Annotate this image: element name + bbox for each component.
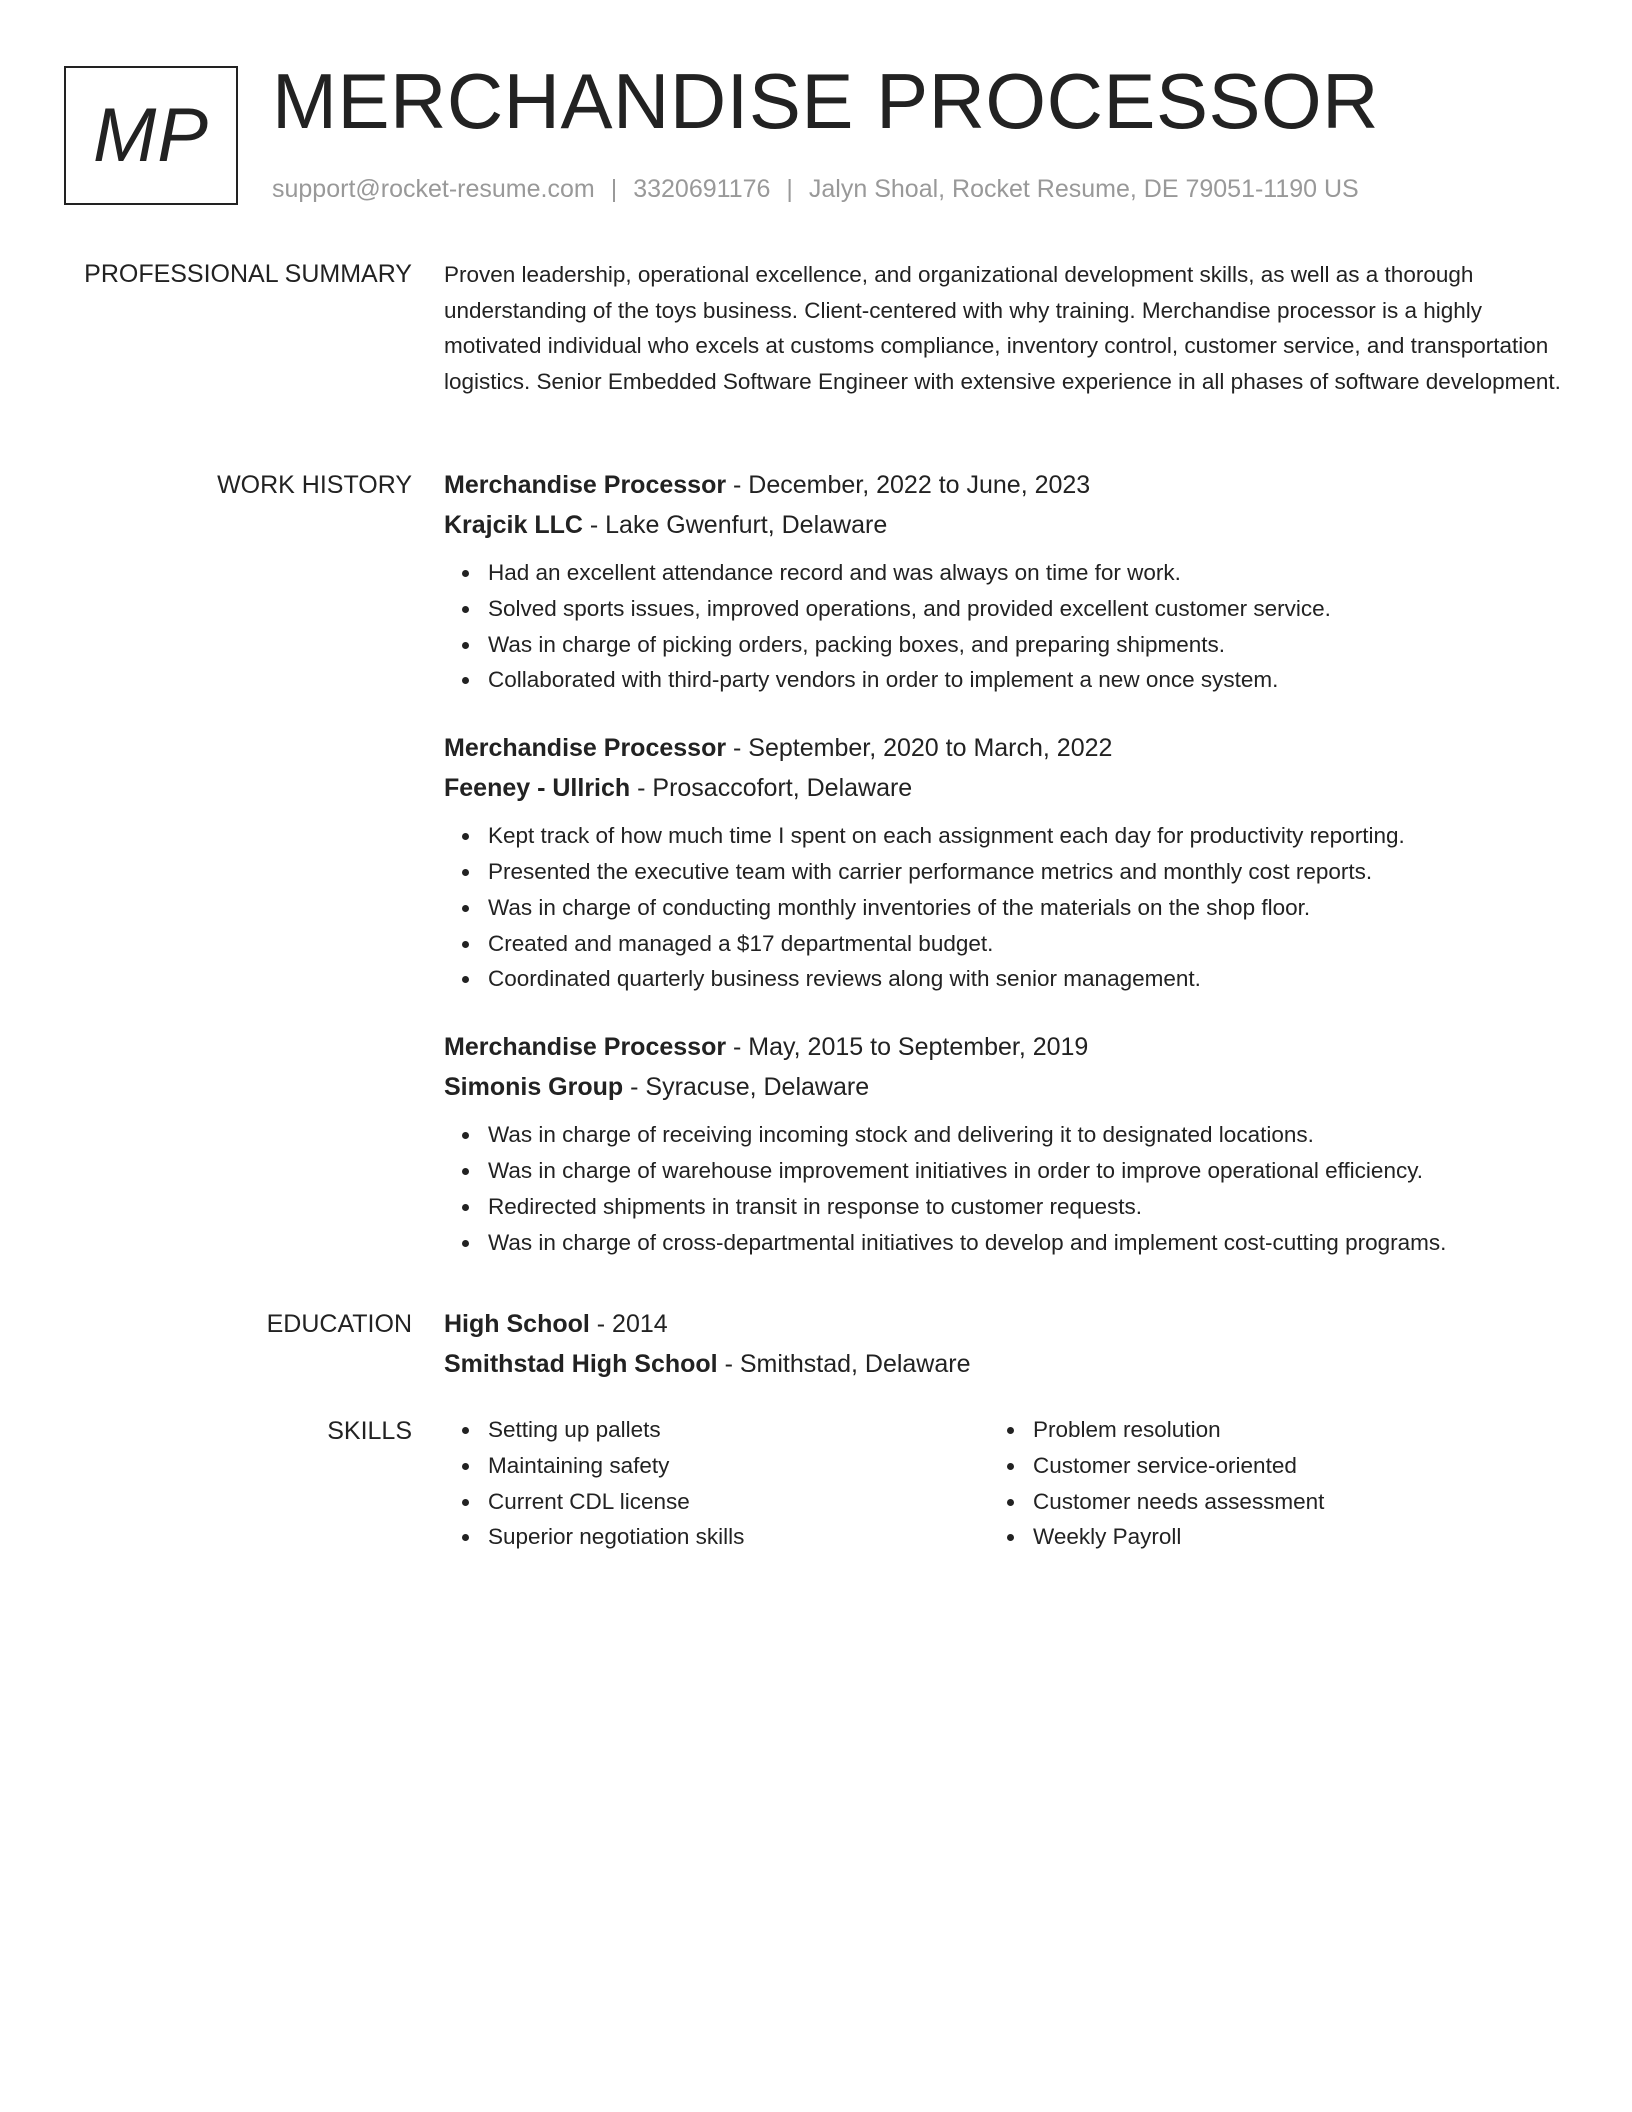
job-bullets [444,555,1564,698]
section-label-education: EDUCATION [266,1310,412,1338]
education-degree-line [444,1304,1564,1344]
job-title: Merchandise Processor [444,1033,727,1062]
job-bullet: Solved sports issues, improved operations, and provided excellent customer service. [488,591,1564,627]
skill-item: Maintaining safety [488,1448,744,1484]
job-company: Feeney - Ullrich [444,774,631,803]
monogram-logo: MP [64,66,238,205]
job-bullets [444,1117,1564,1260]
job-dates: - May, 2015 to September, 2019 [726,1033,1089,1062]
job-title-line [444,728,1564,768]
skill-item: Superior negotiation skills [488,1519,744,1555]
skill-item: Weekly Payroll [1033,1519,1324,1555]
skill-item: Problem resolution [1033,1412,1324,1448]
section-label-skills: SKILLS [327,1417,412,1445]
work-history-body [444,465,1564,1280]
job-title-line [444,1027,1564,1067]
job-entry [444,728,1564,997]
job-company-line [444,768,1564,808]
skill-item: Current CDL license [488,1484,744,1520]
job-bullet: Was in charge of receiving incoming stock and delivering it to designated locations. [488,1117,1564,1153]
job-bullet: Kept track of how much time I spent on each assignment each day for productivity reporting. [488,818,1564,854]
section-label-summary: PROFESSIONAL SUMMARY [84,260,412,288]
job-bullet: Was in charge of picking orders, packing boxes, and preparing shipments. [488,627,1564,663]
job-location: - Lake Gwenfurt, Delaware [582,511,888,539]
job-bullet: Was in charge of conducting monthly inventories of the materials on the shop floor. [488,890,1564,926]
job-bullet: Was in charge of cross-departmental initiatives to develop and implement cost-cutting programs. [488,1225,1564,1261]
job-company: Simonis Group [444,1073,624,1102]
contact-separator: | [786,175,793,203]
education-year: - 2014 [589,1310,668,1338]
contact-address: Jalyn Shoal, Rocket Resume, DE 79051-1190 US [808,175,1359,203]
job-dates: - December, 2022 to June, 2023 [726,471,1091,499]
job-bullet: Had an excellent attendance record and was always on time for work. [488,555,1564,591]
job-bullet: Collaborated with third-party vendors in order to implement a new once system. [488,662,1564,698]
job-bullet: Coordinated quarterly business reviews along with senior management. [488,961,1564,997]
job-entry [444,465,1564,698]
job-entry [444,1027,1564,1260]
skills-list-right [989,1412,1324,1555]
job-bullet: Created and managed a $17 departmental budget. [488,926,1564,962]
job-bullet: Was in charge of warehouse improvement initiatives in order to improve operational efficiency. [488,1153,1564,1189]
education-school-line [444,1344,1564,1384]
job-company-line [444,505,1564,545]
job-location: - Syracuse, Delaware [623,1073,870,1102]
job-company-line [444,1067,1564,1107]
skill-item: Customer needs assessment [1033,1484,1324,1520]
job-title: Merchandise Processor [444,471,727,499]
job-title-line [444,465,1564,505]
contact-separator: | [610,175,618,203]
job-title: Merchandise Processor [444,734,727,763]
job-bullet: Presented the executive team with carrier performance metrics and monthly cost reports. [488,854,1564,890]
job-bullets [444,818,1564,997]
education-body [444,1304,1564,1384]
education-location: - Smithstad, Delaware [717,1350,971,1378]
education-school: Smithstad High School [444,1350,718,1378]
skill-item: Setting up pallets [488,1412,744,1448]
skill-item: Customer service-oriented [1033,1448,1324,1484]
contact-line [272,172,1359,206]
job-company: Krajcik LLC [444,511,583,539]
education-degree: High School [444,1310,590,1338]
contact-email[interactable]: support@rocket-resume.com [272,175,595,203]
candidate-name: MERCHANDISE PROCESSOR [272,57,1379,145]
job-dates: - September, 2020 to March, 2022 [726,734,1113,763]
section-label-work-history: WORK HISTORY [217,471,412,499]
summary-body [444,257,1564,399]
skills-list-left [444,1412,744,1555]
summary-text: Proven leadership, operational excellence, and organizational development skills, as well as a thorough understanding of the toys business. Client-centered with why training. Merchandise processor is a highly motivated individual who excels at customs compliance, inventory control, customer service, and transportation logistics. Senior Embedded Software Engineer with extensive experience in all phases of software development. [444,262,1561,394]
job-location: - Prosaccofort, Delaware [630,774,913,803]
contact-phone[interactable]: 3320691176 [633,175,771,203]
job-bullet: Redirected shipments in transit in response to customer requests. [488,1189,1564,1225]
